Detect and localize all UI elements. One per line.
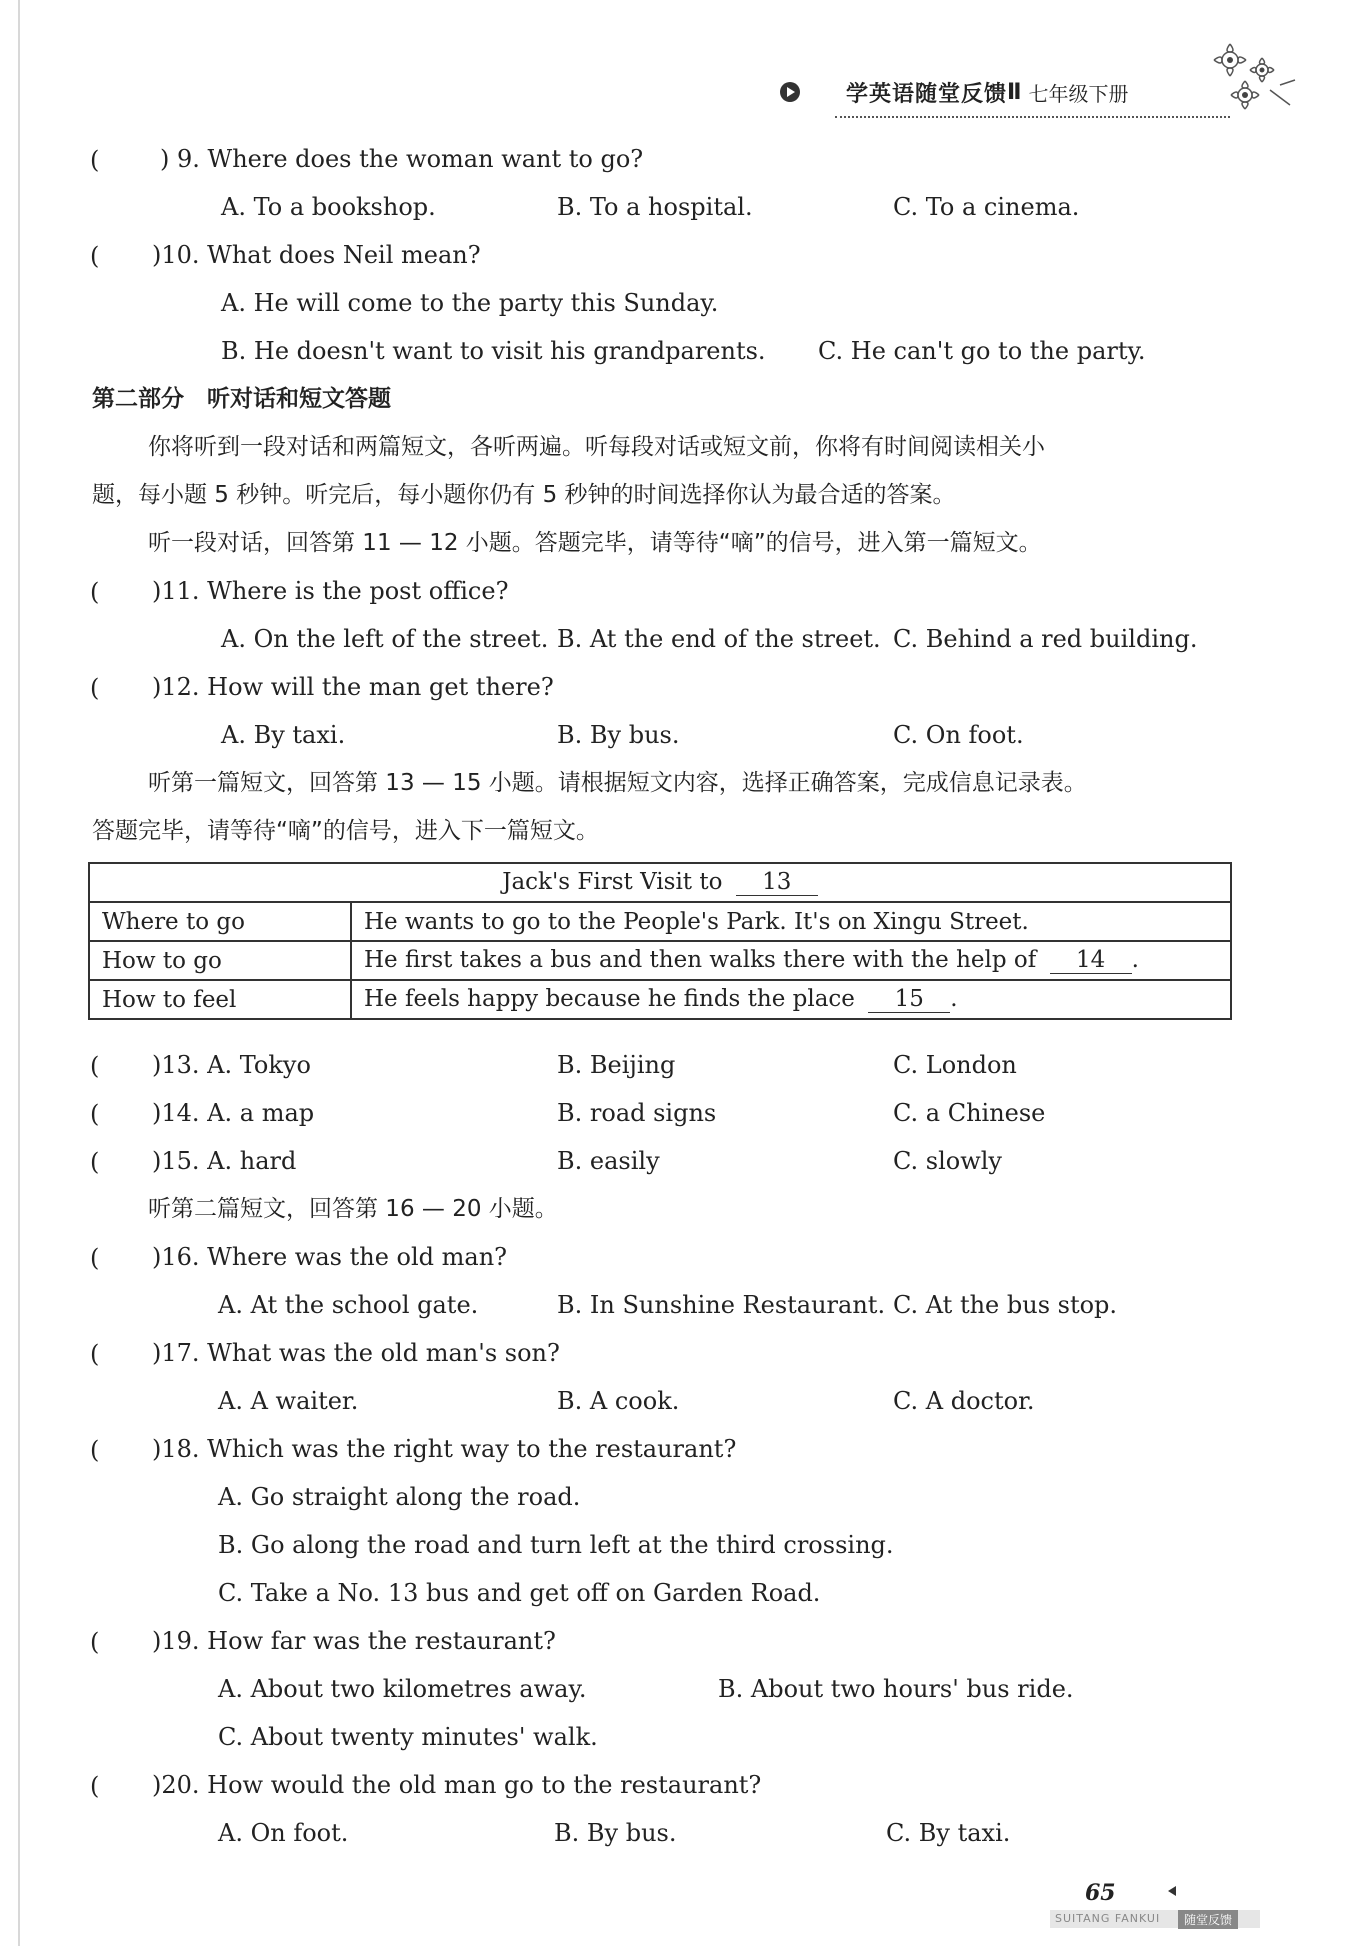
answer-paren: ( (90, 242, 100, 270)
row-sentence: He feels happy because he finds the place (364, 986, 855, 1012)
q10-option-a: A. He will come to the party this Sunday. (221, 289, 719, 317)
passage1-instruction-line2: 答题完毕，请等待“嘀”的信号，进入下一篇短文。 (92, 818, 599, 844)
section-intro-line1: 你将听到一段对话和两篇短文，各听两遍。听每段对话或短文前，你将有时间阅读相关小 (148, 434, 1045, 460)
answer-paren: ( (90, 1436, 100, 1464)
q14-option-b: B. road signs (557, 1099, 717, 1127)
q19-option-a: A. About two kilometres away. (218, 1675, 587, 1703)
q10-option-c: C. He can't go to the party. (818, 337, 1146, 365)
question-10: )10. What does Neil mean? (152, 241, 481, 269)
flower-decoration-icon (1200, 30, 1310, 130)
q11-option-c: C. Behind a red building. (893, 625, 1198, 653)
q17-option-b: B. A cook. (557, 1387, 680, 1415)
q19-option-c: C. About twenty minutes' walk. (218, 1723, 598, 1751)
q16-option-a: A. At the school gate. (218, 1291, 479, 1319)
row-text (351, 941, 1231, 980)
row-text (351, 902, 1231, 941)
table-row (89, 902, 1231, 941)
answer-paren: ( (90, 578, 100, 606)
table-title: Jack's First Visit to (502, 869, 723, 895)
blank-13: 13 (736, 869, 818, 896)
q12-option-c: C. On foot. (893, 721, 1024, 749)
book-series: Ⅱ (1007, 79, 1023, 105)
q15-option-b: B. easily (557, 1147, 660, 1175)
answer-paren: ( (90, 1340, 100, 1368)
question-13: )13. A. Tokyo (152, 1051, 311, 1079)
info-record-table (88, 862, 1232, 1020)
question-15: )15. A. hard (152, 1147, 297, 1175)
q20-option-a: A. On foot. (218, 1819, 349, 1847)
answer-paren: ( (90, 1628, 100, 1656)
book-grade: 七年级下册 (1028, 81, 1129, 106)
arrow-left-icon (1168, 1886, 1176, 1896)
answer-paren: ( (90, 1772, 100, 1800)
page-number: 65 (1085, 1880, 1116, 1906)
row-label: How to feel (89, 980, 351, 1019)
blank-15: 15 (868, 986, 950, 1013)
row-tail: . (950, 986, 958, 1012)
q13-option-b: B. Beijing (557, 1051, 676, 1079)
answer-paren: ( (90, 1052, 100, 1080)
blank-14: 14 (1050, 947, 1132, 974)
page-edge (18, 0, 20, 1946)
q10-option-b: B. He doesn't want to visit his grandparents. (221, 337, 766, 365)
question-9: ) 9. Where does the woman want to go? (160, 145, 644, 173)
footer-logo-text: SUITANG FANKUI (1055, 1912, 1161, 1925)
passage2-instruction: 听第二篇短文，回答第 16 — 20 小题。 (148, 1196, 558, 1222)
row-tail: . (1131, 947, 1139, 973)
section-heading: 第二部分 听对话和短文答题 (92, 386, 391, 412)
answer-paren: ( (90, 1148, 100, 1176)
question-12: )12. How will the man get there? (152, 673, 554, 701)
page-header (780, 72, 1129, 112)
row-sentence: He first takes a bus and then walks there with the help of (364, 947, 1037, 973)
question-17: )17. What was the old man's son? (152, 1339, 560, 1367)
table-row (89, 941, 1231, 980)
q16-option-b: B. In Sunshine Restaurant. (557, 1291, 886, 1319)
q9-option-c: C. To a cinema. (893, 193, 1080, 221)
q18-option-a: A. Go straight along the road. (218, 1483, 581, 1511)
question-14: )14. A. a map (152, 1099, 315, 1127)
q11-option-b: B. At the end of the street. (557, 625, 881, 653)
q12-option-a: A. By taxi. (221, 721, 346, 749)
header-dotted-rule (835, 116, 1230, 118)
q11-option-a: A. On the left of the street. (221, 625, 549, 653)
q9-option-a: A. To a bookshop. (221, 193, 436, 221)
answer-paren: ( (90, 1100, 100, 1128)
q16-option-c: C. At the bus stop. (893, 1291, 1118, 1319)
question-20: )20. How would the old man go to the restaurant? (152, 1771, 762, 1799)
q12-option-b: B. By bus. (557, 721, 680, 749)
answer-paren: ( (90, 146, 100, 174)
q15-option-c: C. slowly (893, 1147, 1002, 1175)
question-18: )18. Which was the right way to the restaurant? (152, 1435, 737, 1463)
q13-option-c: C. London (893, 1051, 1017, 1079)
dialog-instruction: 听一段对话，回答第 11 — 12 小题。答题完毕，请等待“嘀”的信号，进入第一篇短文。 (148, 530, 1042, 556)
row-text (351, 980, 1231, 1019)
answer-paren: ( (90, 674, 100, 702)
row-label: How to go (89, 941, 351, 980)
q14-option-c: C. a Chinese (893, 1099, 1046, 1127)
section-intro-line2: 题，每小题 5 秒钟。听完后，每小题你仍有 5 秒钟的时间选择你认为最合适的答案。 (92, 482, 956, 508)
q9-option-b: B. To a hospital. (557, 193, 753, 221)
q18-option-c: C. Take a No. 13 bus and get off on Garden Road. (218, 1579, 821, 1607)
row-label: Where to go (89, 902, 351, 941)
q17-option-a: A. A waiter. (218, 1387, 359, 1415)
book-title: 学英语随堂反馈 (846, 81, 1008, 107)
table-title-row (89, 863, 1231, 902)
table-title-cell (89, 863, 1231, 902)
q19-option-b: B. About two hours' bus ride. (718, 1675, 1074, 1703)
footer-badge: 随堂反馈 (1178, 1910, 1238, 1929)
play-icon (780, 82, 800, 102)
passage1-instruction-line1: 听第一篇短文，回答第 13 — 15 小题。请根据短文内容，选择正确答案，完成信息记录表。 (148, 770, 1087, 796)
q20-option-b: B. By bus. (554, 1819, 677, 1847)
question-16: )16. Where was the old man? (152, 1243, 508, 1271)
question-19: )19. How far was the restaurant? (152, 1627, 556, 1655)
q18-option-b: B. Go along the road and turn left at the third crossing. (218, 1531, 894, 1559)
q20-option-c: C. By taxi. (886, 1819, 1011, 1847)
q17-option-c: C. A doctor. (893, 1387, 1035, 1415)
row-sentence: He wants to go to the People's Park. It's on Xingu Street. (364, 908, 1029, 935)
table-row (89, 980, 1231, 1019)
question-11: )11. Where is the post office? (152, 577, 509, 605)
answer-paren: ( (90, 1244, 100, 1272)
